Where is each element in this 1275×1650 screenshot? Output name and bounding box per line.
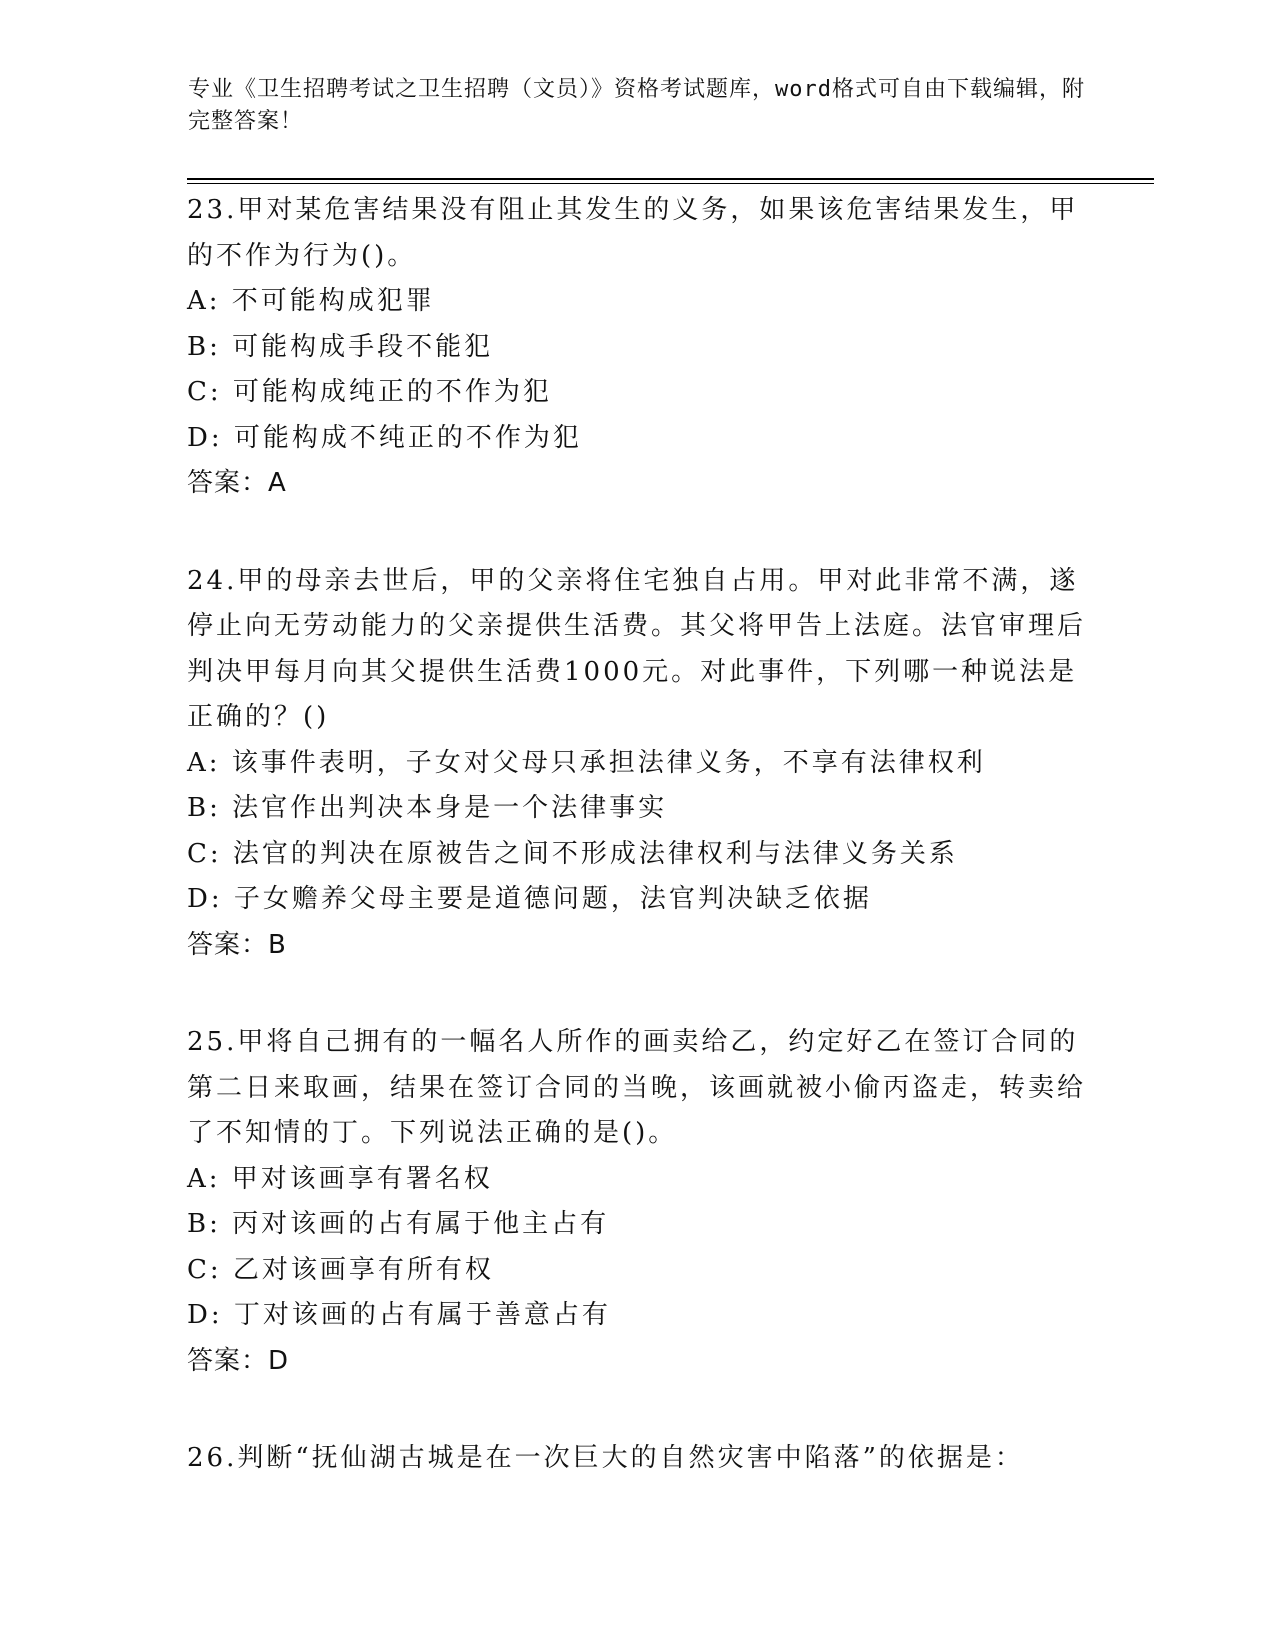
- option-a: A: 甲对该画享有署名权: [187, 1163, 493, 1194]
- option-a: A: 不可能构成犯罪: [187, 286, 435, 316]
- option-b: B: 可能构成手段不能犯: [187, 331, 494, 362]
- option-c: C: 乙对该画享有所有权: [187, 1254, 494, 1285]
- option-d: D: 可能构成不纯正的不作为犯: [187, 422, 582, 453]
- option-c: C: 法官的判决在原被告之间不形成法律权利与法律义务关系: [187, 838, 958, 869]
- answer-label: 答案：A: [187, 468, 287, 498]
- question-26: [187, 1436, 1087, 1482]
- document-header: [188, 74, 1088, 138]
- option-b: B: 法官作出判决本身是一个法律事实: [187, 793, 668, 823]
- question-list: [187, 188, 1087, 1534]
- question-text: 24.甲的母亲去世后，甲的父亲将住宅独自占用。甲对此非常不满，遂停止向无劳动能力的父亲提供生活费。其父将甲告上法庭。法官审理后判决甲每月向其父提供生活费1000元。对此事件，下列哪一种说法是正确的？(): [187, 565, 1087, 732]
- question-text: 26.判断“抚仙湖古城是在一次巨大的自然灾害中陷落”的依据是：: [187, 1443, 1024, 1473]
- option-d: D: 子女赡养父母主要是道德问题，法官判决缺乏依据: [187, 884, 872, 914]
- question-23: [187, 188, 1087, 507]
- header-divider-thick: [187, 178, 1154, 180]
- question-24: [187, 559, 1087, 969]
- question-25: [187, 1020, 1087, 1384]
- question-text: 23.甲对某危害结果没有阻止其发生的义务，如果该危害结果发生，甲的不作为行为()。: [187, 195, 1079, 271]
- option-c: C: 可能构成纯正的不作为犯: [187, 377, 552, 407]
- header-divider-thin: [187, 183, 1154, 184]
- answer-label: 答案：D: [187, 1345, 290, 1376]
- question-text: 25.甲将自己拥有的一幅名人所作的画卖给乙，约定好乙在签订合同的第二日来取画，结果在签订合同的当晚，该画就被小偷丙盗走，转卖给了不知情的丁。下列说法正确的是()。: [187, 1027, 1087, 1148]
- header-text: 专业《卫生招聘考试之卫生招聘（文员）》资格考试题库，word格式可自由下载编辑，附完整答案！: [188, 77, 1085, 134]
- option-d: D: 丁对该画的占有属于善意占有: [187, 1300, 611, 1330]
- option-a: A: 该事件表明，子女对父母只承担法律义务，不享有法律权利: [187, 747, 986, 778]
- answer-label: 答案：B: [187, 929, 287, 960]
- option-b: B: 丙对该画的占有属于他主占有: [187, 1209, 610, 1239]
